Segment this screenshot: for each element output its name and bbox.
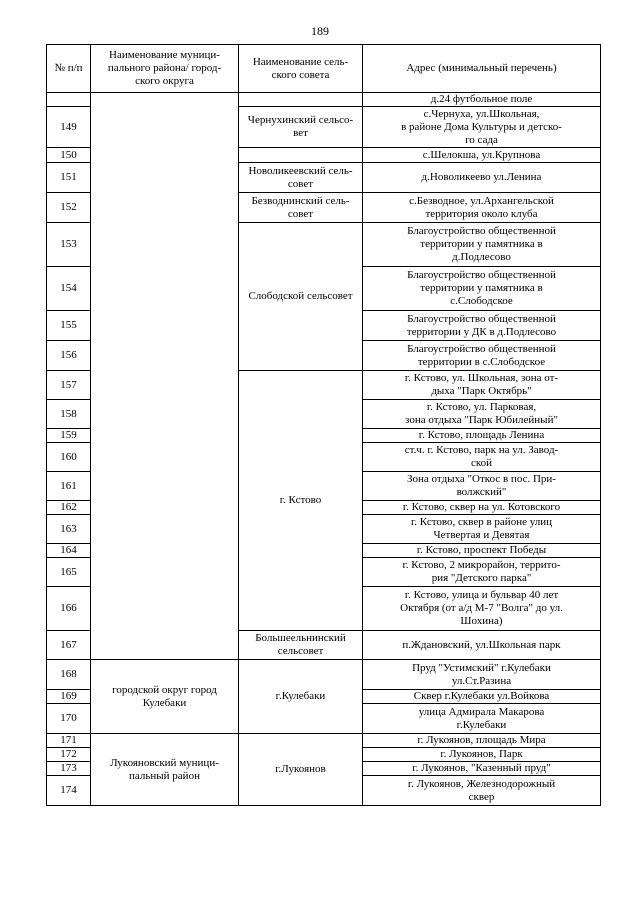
- address-cell: ст.ч. г. Кстово, парк на ул. Завод- ской: [363, 443, 601, 472]
- council-cell: г.Лукоянов: [239, 734, 363, 806]
- row-num: 165: [47, 558, 91, 587]
- row-num: 152: [47, 193, 91, 223]
- row-num: 166: [47, 587, 91, 631]
- council-cell: г. Кстово: [239, 371, 363, 631]
- address-cell: г. Лукоянов, "Казенный пруд": [363, 762, 601, 776]
- row-num: 150: [47, 148, 91, 163]
- row-num: 169: [47, 690, 91, 704]
- council-cell: Новоликеевский сель- совет: [239, 163, 363, 193]
- address-cell: г. Кстово, ул. Парковая, зона отдыха "Парк Юбилейный": [363, 400, 601, 429]
- address-cell: с.Чернуха, ул.Школьная, в районе Дома Культуры и детско- го сада: [363, 107, 601, 148]
- address-cell: г. Кстово, сквер на ул. Котовского: [363, 501, 601, 515]
- row-num: 164: [47, 544, 91, 558]
- council-cell: г.Кулебаки: [239, 660, 363, 734]
- district-cell: [91, 93, 239, 660]
- address-cell: с.Безводное, ул.Архангельской территория около клуба: [363, 193, 601, 223]
- address-cell: улица Адмирала Макарова г.Кулебаки: [363, 704, 601, 734]
- table-row: [47, 660, 601, 690]
- address-cell: г. Кстово, ул. Школьная, зона от- дыха "Парк Октябрь": [363, 371, 601, 400]
- address-cell: г. Лукоянов, Парк: [363, 748, 601, 762]
- address-cell: г. Кстово, проспект Победы: [363, 544, 601, 558]
- address-cell: г. Кстово, 2 микрорайон, террито- рия "Детского парка": [363, 558, 601, 587]
- address-cell: Благоустройство общественной территории у памятника в с.Слободское: [363, 267, 601, 311]
- row-num: 172: [47, 748, 91, 762]
- row-num: 153: [47, 223, 91, 267]
- council-cell: [239, 148, 363, 163]
- row-num: 168: [47, 660, 91, 690]
- page-number: 189: [311, 24, 329, 38]
- district-cell: городской округ город Кулебаки: [91, 660, 239, 734]
- row-num: 160: [47, 443, 91, 472]
- row-num: 162: [47, 501, 91, 515]
- table-row: [47, 734, 601, 748]
- row-num: 156: [47, 341, 91, 371]
- council-cell: Слободской сельсовет: [239, 223, 363, 371]
- row-num: 154: [47, 267, 91, 311]
- council-cell: Чернухинский сельсо- вет: [239, 107, 363, 148]
- register-table: [46, 44, 601, 806]
- row-num: 170: [47, 704, 91, 734]
- row-num: 151: [47, 163, 91, 193]
- address-cell: г. Лукоянов, площадь Мира: [363, 734, 601, 748]
- row-num: 173: [47, 762, 91, 776]
- address-cell: Благоустройство общественной территории в с.Слободское: [363, 341, 601, 371]
- address-cell: Пруд "Устимский" г.Кулебаки ул.Ст.Разина: [363, 660, 601, 690]
- row-num: 155: [47, 311, 91, 341]
- address-cell: Благоустройство общественной территории у памятника в д.Подлесово: [363, 223, 601, 267]
- address-cell: г. Кстово, сквер в районе улиц Четвертая и Девятая: [363, 515, 601, 544]
- row-num: 161: [47, 472, 91, 501]
- row-num: 159: [47, 429, 91, 443]
- address-cell: Сквер г.Кулебаки ул.Войкова: [363, 690, 601, 704]
- header-district: Наименование муници- пального района/ город- ского округа: [91, 45, 239, 93]
- row-num: 149: [47, 107, 91, 148]
- address-cell: с.Шелокша, ул.Крупнова: [363, 148, 601, 163]
- address-cell: д.24 футбольное поле: [363, 93, 601, 107]
- address-cell: п.Ждановский, ул.Школьная парк: [363, 631, 601, 660]
- address-cell: г. Кстово, улица и бульвар 40 лет Октября (от а/д М-7 "Волга" до ул. Шохина): [363, 587, 601, 631]
- row-num: [47, 93, 91, 107]
- header-row: [47, 45, 601, 93]
- row-num: 174: [47, 776, 91, 806]
- address-cell: г. Лукоянов, Железнодорожный сквер: [363, 776, 601, 806]
- district-cell: Лукояновский муници- пальный район: [91, 734, 239, 806]
- council-cell: Большеельнинский сельсовет: [239, 631, 363, 660]
- council-cell: [239, 93, 363, 107]
- row-num: 171: [47, 734, 91, 748]
- row-num: 167: [47, 631, 91, 660]
- header-address: Адрес (минимальный перечень): [363, 45, 601, 93]
- address-cell: д.Новоликеево ул.Ленина: [363, 163, 601, 193]
- council-cell: Безводнинский сель- совет: [239, 193, 363, 223]
- header-council: Наименование сель- ского совета: [239, 45, 363, 93]
- address-cell: Благоустройство общественной территории у ДК в д.Подлесово: [363, 311, 601, 341]
- address-cell: г. Кстово, площадь Ленина: [363, 429, 601, 443]
- row-num: 157: [47, 371, 91, 400]
- address-cell: Зона отдыха "Откос в пос. При- волжский": [363, 472, 601, 501]
- row-num: 158: [47, 400, 91, 429]
- header-num: № п/п: [47, 45, 91, 93]
- row-num: 163: [47, 515, 91, 544]
- table-row: [47, 93, 601, 107]
